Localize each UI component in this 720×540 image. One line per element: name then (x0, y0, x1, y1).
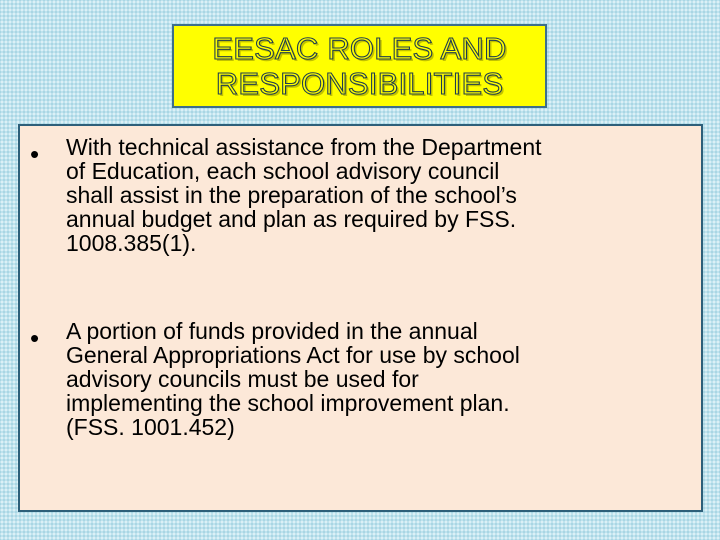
bullet-line: 1008.385(1). (66, 230, 197, 256)
bullet-line: A portion of funds provided in the annual (66, 318, 478, 344)
bullet-icon: • (30, 323, 40, 353)
bullet-text (66, 319, 685, 439)
bullet-text (66, 135, 685, 255)
bullet-icon: • (30, 139, 40, 169)
content-box (18, 124, 703, 512)
bullet-line: (FSS. 1001.452) (66, 414, 235, 440)
bullet-item-funds-portion (30, 319, 685, 439)
slide-title-line-2: RESPONSIBILITIES (215, 66, 504, 101)
title-box (172, 24, 547, 108)
slide-title-line-1: EESAC ROLES AND (212, 31, 507, 66)
bullet-line: annual budget and plan as required by FSS. (66, 206, 517, 232)
bullet-line: of Education, each school advisory council (66, 158, 500, 184)
bullet-line: shall assist in the preparation of the school’s (66, 182, 517, 208)
bullet-line: General Appropriations Act for use by school (66, 342, 520, 368)
bullet-line: advisory councils must be used for (66, 366, 419, 392)
bullet-line: implementing the school improvement plan. (66, 390, 510, 416)
bullet-line: With technical assistance from the Department (66, 134, 542, 160)
bullet-item-budget-assistance (30, 135, 685, 255)
